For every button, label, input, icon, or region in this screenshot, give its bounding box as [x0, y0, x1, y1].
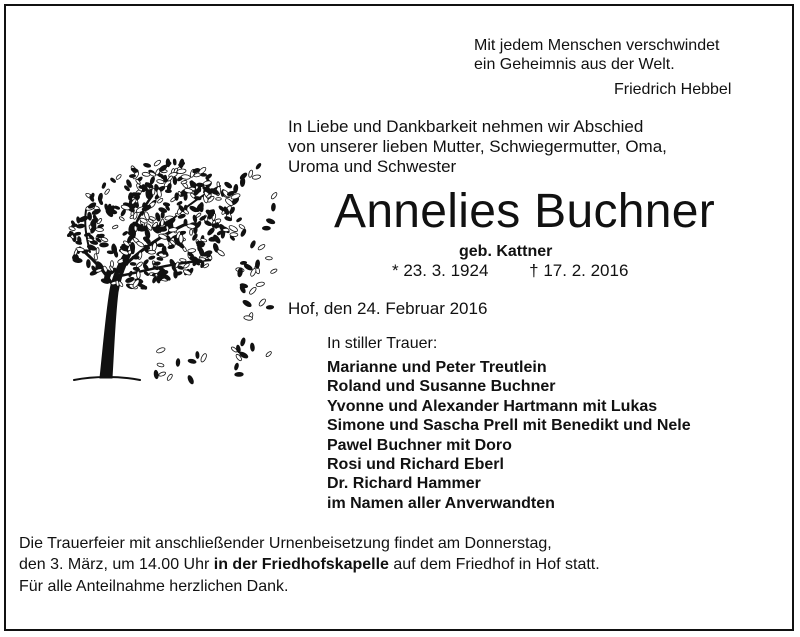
- mourner: Simone und Sascha Prell mit Benedikt und Nele: [327, 417, 691, 435]
- mourning-intro: In stiller Trauer:: [327, 335, 438, 352]
- service-text: den 3. März, um 14.00 Uhr: [19, 556, 214, 573]
- windblown-tree-icon: [60, 140, 280, 390]
- deceased-name: Annelies Buchner: [334, 185, 716, 238]
- place-and-date: Hof, den 24. Februar 2016: [288, 299, 488, 318]
- life-dates: [392, 261, 628, 281]
- mourners-list: [327, 358, 691, 513]
- mourner: Marianne und Peter Treutlein: [327, 359, 547, 376]
- farewell-intro: [288, 117, 667, 177]
- service-text: auf dem Friedhof in Hof statt.: [388, 556, 600, 573]
- quote-line: ein Geheimnis aus der Welt.: [474, 56, 675, 73]
- tree-leaves: [67, 159, 278, 385]
- intro-line: In Liebe und Dankbarkeit nehmen wir Abschied: [288, 117, 644, 136]
- birth-date: * 23. 3. 1924: [392, 261, 489, 280]
- mourner: Roland und Susanne Buchner: [327, 378, 556, 396]
- quote-line: Mit jedem Menschen verschwindet: [474, 37, 720, 54]
- funeral-service-info: [19, 533, 600, 575]
- service-line: [19, 554, 600, 575]
- intro-line: Uroma und Schwester: [288, 157, 457, 176]
- intro-line: von unserer lieben Mutter, Schwiegermutter, Oma,: [288, 137, 667, 156]
- maiden-name: geb. Kattner: [459, 243, 553, 260]
- mourner: Dr. Richard Hammer: [327, 475, 481, 493]
- mourner: Yvonne und Alexander Hartmann mit Lukas: [327, 397, 658, 415]
- death-date: † 17. 2. 2016: [529, 261, 629, 280]
- mourner: im Namen aller Anverwandten: [327, 494, 555, 512]
- mourner: Rosi und Richard Eberl: [327, 456, 504, 474]
- thanks-note: Für alle Anteilnahme herzlichen Dank.: [19, 578, 289, 595]
- service-location: in der Friedhofskapelle: [213, 556, 389, 573]
- mourner: Pawel Buchner mit Doro: [327, 436, 512, 454]
- quote-author: Friedrich Hebbel: [614, 81, 732, 98]
- service-line: Die Trauerfeier mit anschließender Urnenbeisetzung findet am Donnerstag,: [19, 535, 552, 552]
- quote: [474, 36, 719, 74]
